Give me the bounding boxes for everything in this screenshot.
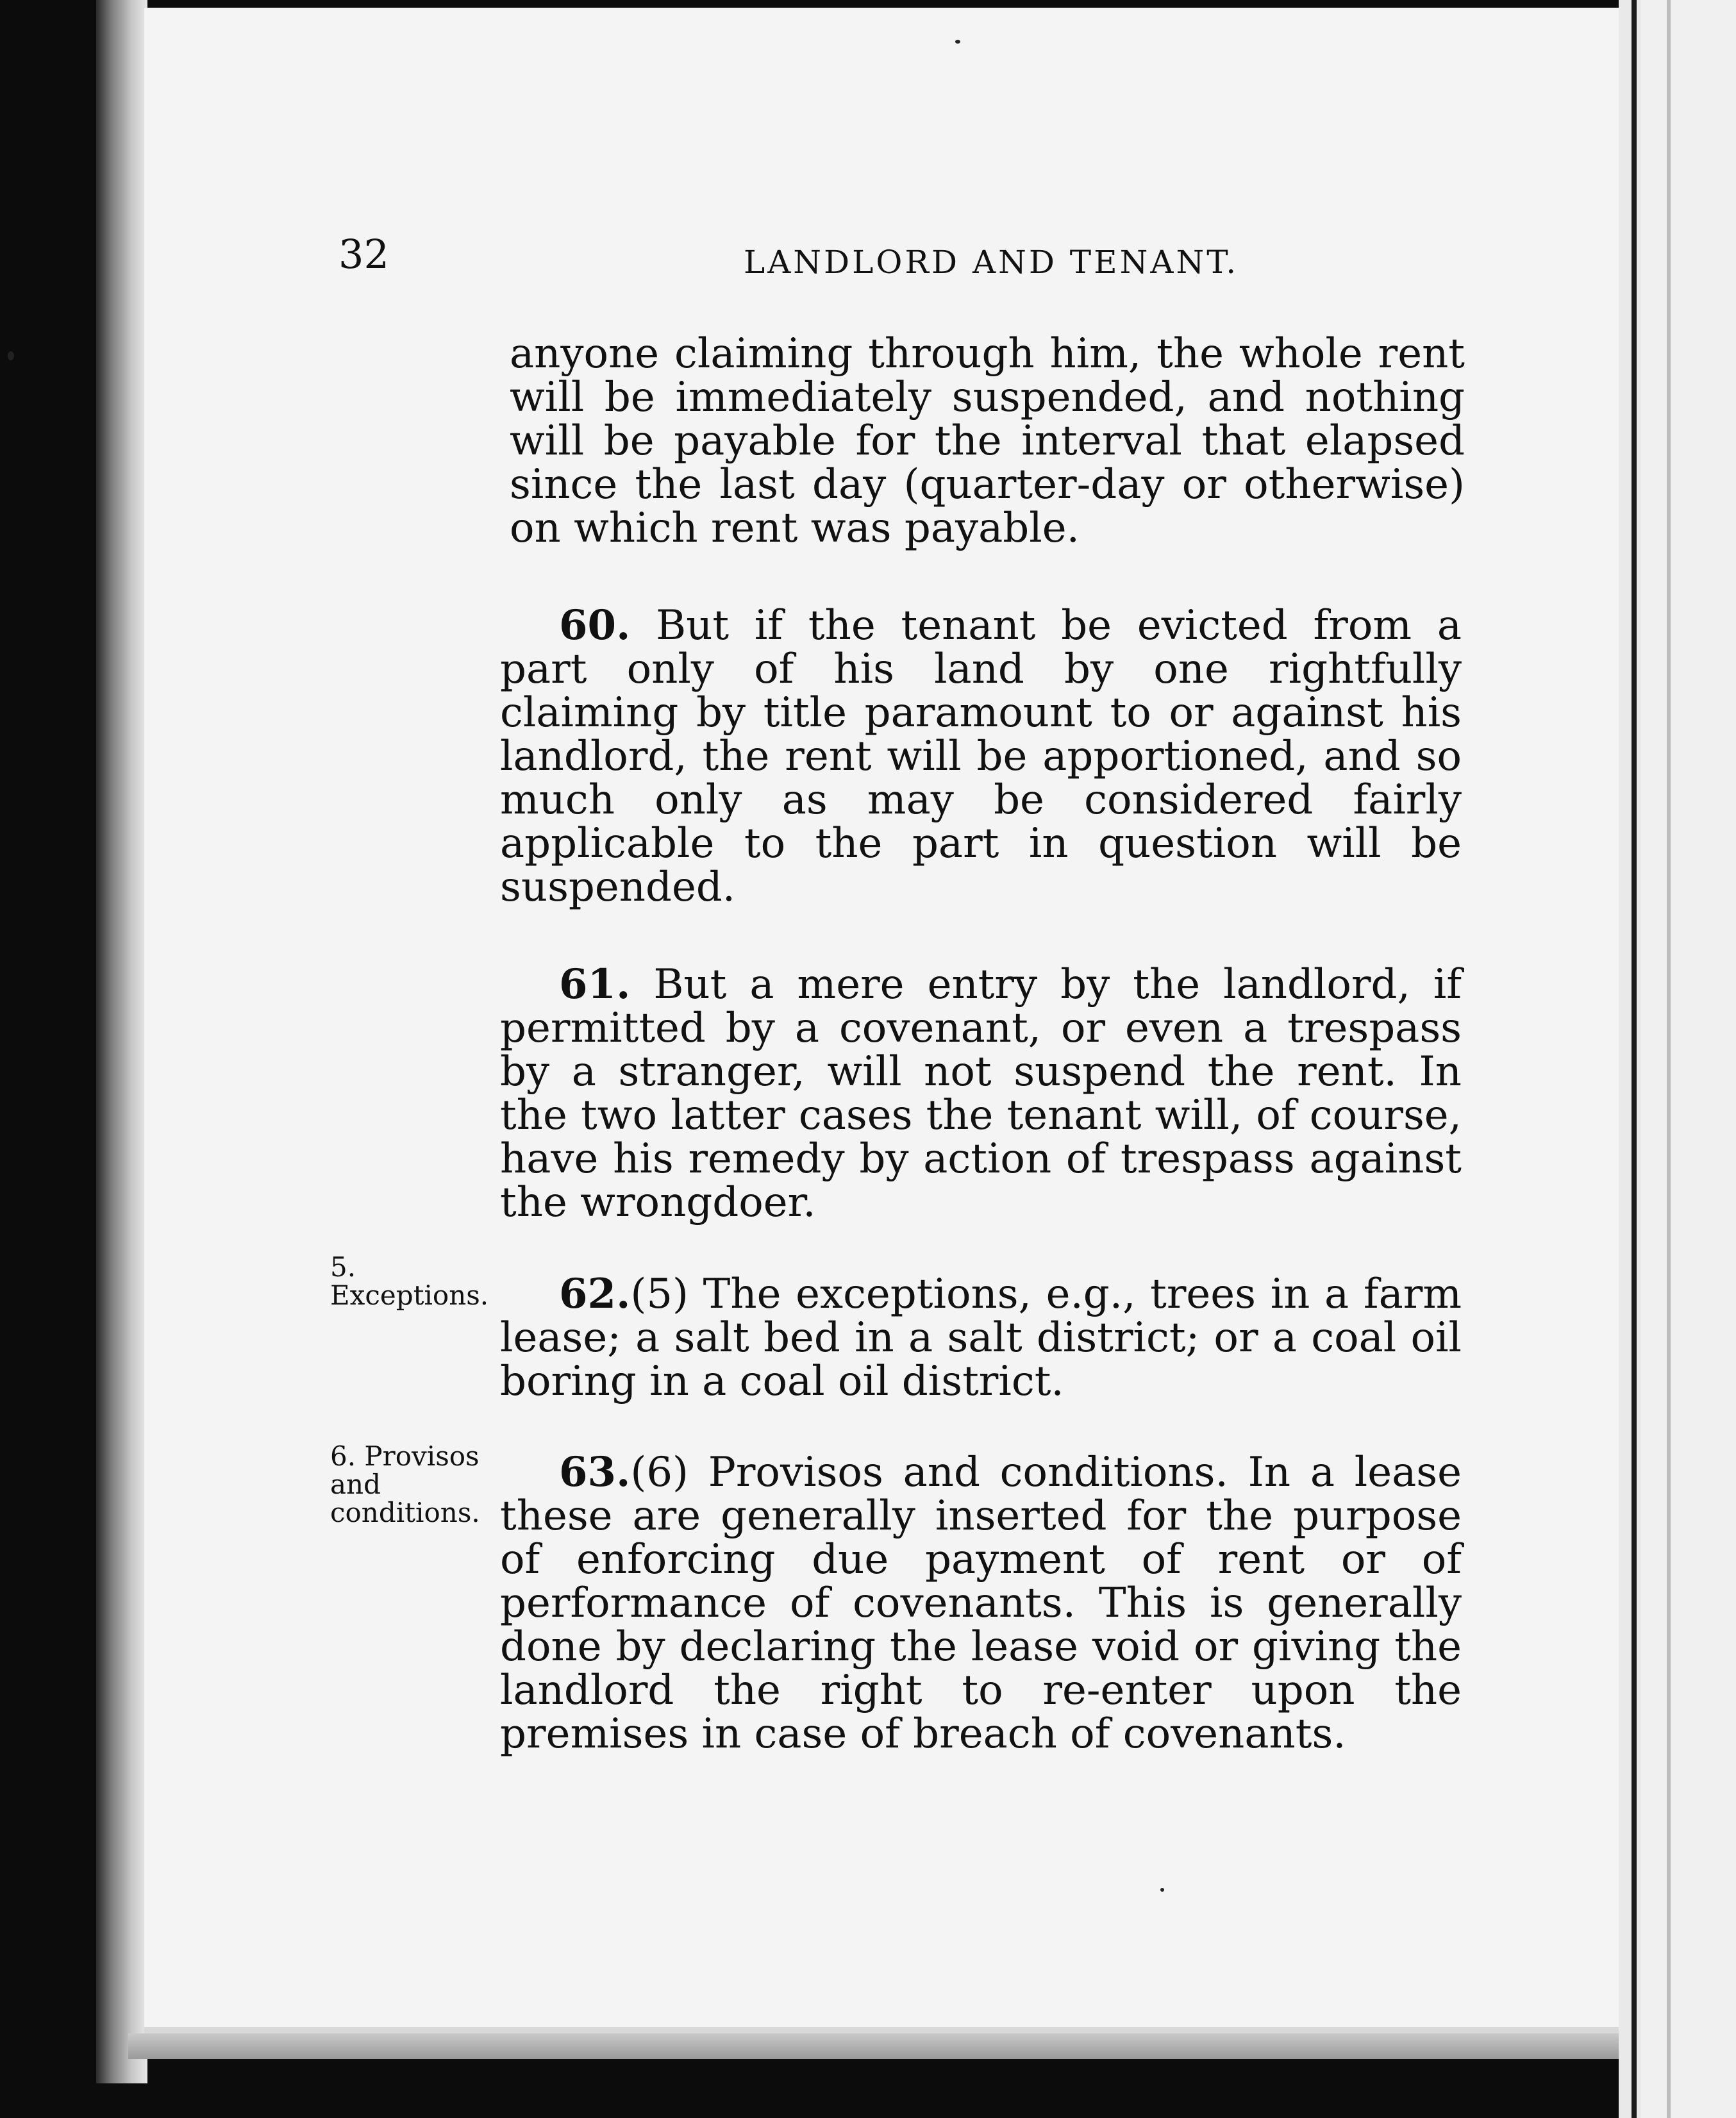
paragraph-number: 61. bbox=[559, 960, 631, 1008]
paragraph-text: (5) The exceptions, e.g., trees in a farm lease; a salt bed in a salt district; or a coal oil boring in a coal oil district. bbox=[500, 1271, 1462, 1405]
running-title: LANDLORD AND TENANT. bbox=[744, 244, 1239, 281]
paragraph-62 bbox=[500, 1272, 1462, 1403]
paragraph-text: (6) Provisos and conditions. In a lease these are generally inserted for the purpose of enforcing due payment of rent or of performance of covenants. This is generally done by declaring the lease void or giving the landlord the right to re-enter upon the premises in case of breach of covenants. bbox=[500, 1449, 1462, 1758]
book-binding bbox=[96, 0, 147, 2083]
paragraph-number: 63. bbox=[559, 1448, 631, 1496]
adjacent-page bbox=[1641, 0, 1736, 2118]
page-number: 32 bbox=[338, 231, 389, 278]
margin-note-provisos: 6. Provisos and conditions. bbox=[330, 1440, 480, 1528]
margin-note-exceptions: 5. Exceptions. bbox=[330, 1251, 489, 1311]
paragraph-63 bbox=[500, 1448, 1462, 1758]
paragraph-60 bbox=[500, 601, 1462, 911]
paragraph-continued bbox=[510, 332, 1465, 550]
paragraph-text: anyone claiming through him, the whole rent will be immediately suspended, and nothing will be payable for the interval that elapsed since the last day (quarter-day or otherwise) on which rent was payable. bbox=[510, 330, 1465, 552]
paragraph-61 bbox=[500, 960, 1462, 1226]
ink-speck bbox=[8, 351, 14, 360]
adjacent-page-shade bbox=[1667, 0, 1671, 2118]
paragraph-text: But if the tenant be evicted from a part only of his land by one rightfully claiming by title paramount to or against his landlord, the rent will be apportioned, and so much only as may be considered fairly applicable to the part in question will be suspended. bbox=[500, 602, 1462, 911]
paragraph-text: But a mere entry by the landlord, if permitted by a covenant, or even a trespass by a stranger, will not suspend the rent. In the two latter cases the tenant will, of course, have his remedy by action of trespass against the wrongdoer. bbox=[500, 961, 1462, 1226]
ink-speck bbox=[955, 40, 960, 44]
paragraph-number: 60. bbox=[559, 601, 631, 649]
paragraph-number: 62. bbox=[559, 1270, 631, 1318]
page-bottom-edge bbox=[128, 2033, 1622, 2059]
right-page-rule bbox=[1632, 0, 1637, 2118]
ink-speck bbox=[1160, 1888, 1164, 1892]
